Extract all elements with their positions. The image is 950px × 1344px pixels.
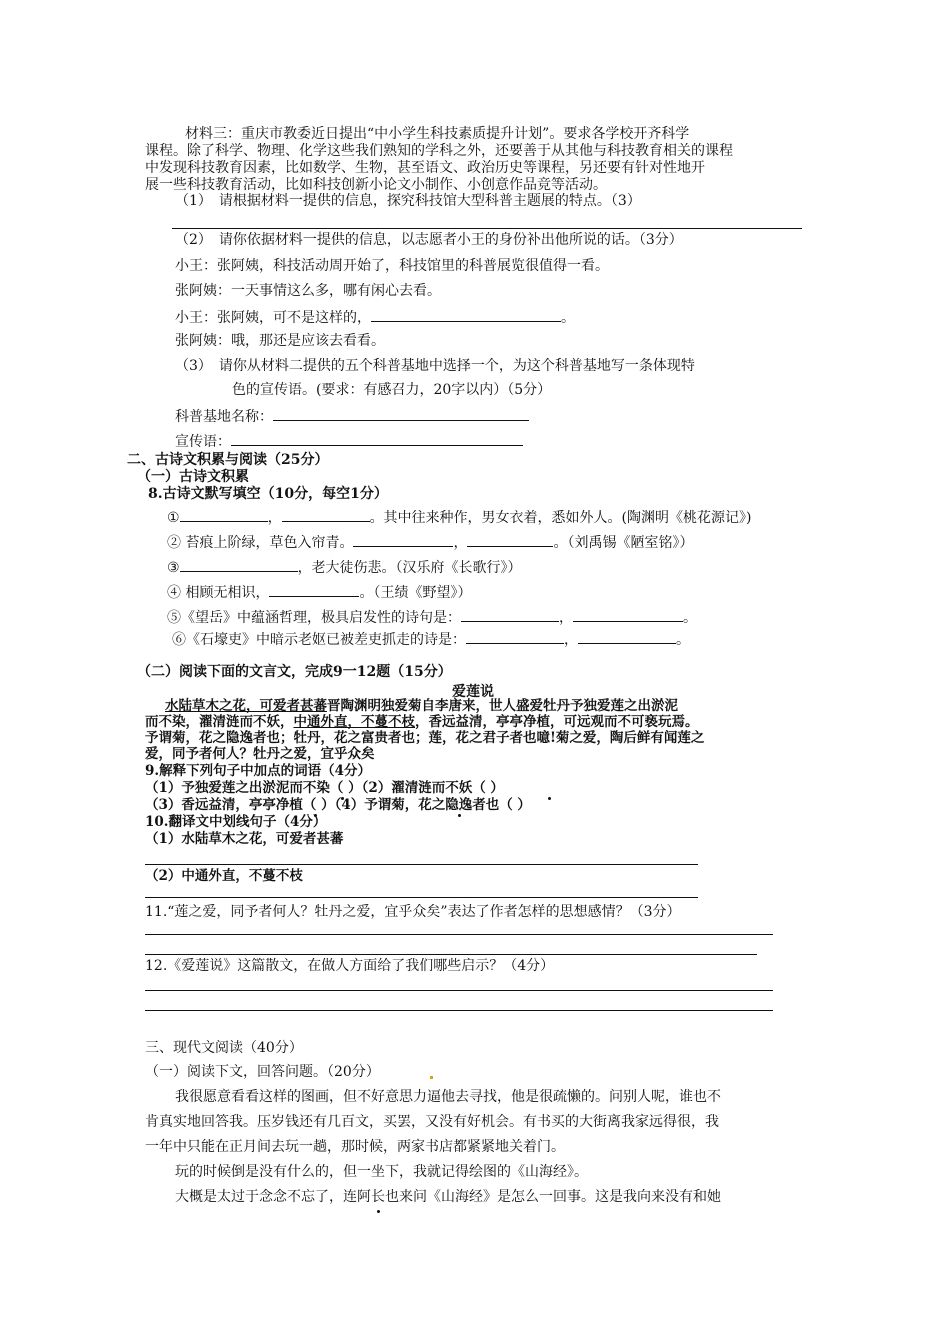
q3-base-name-blank[interactable] <box>273 407 529 421</box>
material3-line3: 中发现科技教育因素，比如数学、生物，甚至语文、政治历史等课程，另还要有针对性地开 <box>145 160 705 176</box>
q3-prompt-1: （3） 请你从材料二提供的五个科普基地中选择一个，为这个科普基地写一条体现特 <box>175 358 695 374</box>
poem-fill-5: ⑤《望岳》中蕴涵哲理，极具启发性的诗句是： ， 。 <box>167 610 697 626</box>
prose-p1-line1: 我很愿意看看这样的图画，但不好意思力逼他去寻找，他是很疏懒的。问别人呢，谁也不 <box>175 1089 721 1105</box>
material3-line2: 课程。除了科学、物理、化学这些我们熟知的学科之外，还要善于从其他与科技教育相关的课程 <box>145 143 733 159</box>
prose-p3: 大概是太过于念念不忘了，连阿长也来问《山海经》是怎么一回事。这是我向来没有和她 <box>175 1189 721 1205</box>
poem-1-blank-b[interactable] <box>282 508 370 522</box>
q2-dialog-3: 小王：张阿姨，可不是这样的， 。 <box>175 310 575 326</box>
poem-fill-2: ② 苔痕上阶绿，草色入帘青。 ， 。（刘禹锡《陋室铭》） <box>167 535 694 551</box>
poem-fill-4: ④ 相顾无相识， 。（王绩《野望》） <box>167 585 472 601</box>
q3-slogan: 宣传语： <box>175 432 523 451</box>
underlined-sentence-1: 水陆草木之花，可爱者甚蕃 <box>165 698 327 714</box>
reading-line-4: 爱，同予者何人？牡丹之爱，宜乎众矣 <box>145 746 375 762</box>
reading-heading: （二）阅读下面的文言文，完成9一12题（15分） <box>137 664 452 680</box>
q12-answer-line-2[interactable] <box>145 1010 773 1011</box>
prose-p2: 玩的时候倒是没有什么的，但一坐下，我就记得绘图的《山海经》。 <box>175 1164 588 1180</box>
poem-2-blank-b[interactable] <box>467 533 553 547</box>
poem-1-blank-a[interactable] <box>180 508 268 522</box>
q10-answer-line-1[interactable] <box>145 864 698 865</box>
poem-6-blank-b[interactable] <box>578 630 676 644</box>
prose-p1-line3: 一年中只能在正月间去玩一趟，那时候，两家书店都紧紧地关着门。 <box>145 1139 565 1155</box>
underlined-sentence-2: 中通外直，不蔓不枝 <box>293 714 415 730</box>
q2-dialog-3-text: 小王：张阿姨，可不是这样的， <box>175 310 371 326</box>
orange-mark <box>430 1076 433 1079</box>
material3-line4: 展一些科技教育活动，比如科技创新小论文小制作、小创意作品竞等活动。 <box>145 177 607 193</box>
poem-4-blank[interactable] <box>269 583 359 597</box>
q2-prompt: （2） 请你依据材料一提供的信息，以志愿者小王的身份补出他所说的话。（3分） <box>175 232 683 248</box>
q2-dialog-1: 小王：张阿姨，科技活动周开始了，科技馆里的科普展览很值得一看。 <box>175 258 609 274</box>
q9-items-1: （1）予独爱莲之出淤泥而不染（ ）（2）濯清涟而不妖（ ） <box>145 780 504 796</box>
section3-sub1: （一）阅读下文，回答问题。（20分） <box>145 1064 380 1080</box>
q10-item-2: （2）中通外直，不蔓不枝 <box>145 868 303 884</box>
section2-sub1: （一）古诗文积累 <box>137 469 249 485</box>
q3-base-name: 科普基地名称： <box>175 407 529 426</box>
section3-heading: 三、现代文阅读（40分） <box>145 1040 303 1056</box>
q10-item-1: （1）水陆草木之花，可爱者甚蕃 <box>145 831 344 847</box>
poem-fill-1: ① ， 。其中往来种作，男女衣着，悉如外人。(陶渊明《桃花源记》) <box>167 510 752 526</box>
reading-line-3: 予谓菊，花之隐逸者也；牡丹，花之富贵者也；莲，花之君子者也噫!菊之爱，陶后鲜有闻莲之 <box>145 730 705 746</box>
q9-items-2: （3）香远益清，亭亭净植（ ）（4）予谓菊，花之隐逸者也（ ） <box>145 797 531 813</box>
q8-heading: 8.古诗文默写填空（10分，每空1分） <box>148 486 388 502</box>
q12-prompt: 12.《爱莲说》这篇散文，在做人方面给了我们哪些启示？（4分） <box>145 958 555 974</box>
q3-prompt-2: 色的宣传语。(要求：有感召力，20字以内）（5分） <box>232 382 552 398</box>
poem-2-blank-a[interactable] <box>353 533 453 547</box>
q3-slogan-blank[interactable] <box>231 432 523 446</box>
q9-heading: 9.解释下列句子中加点的词语（4分） <box>145 763 371 779</box>
reading-line-2: 而不染，濯清涟而不妖，中通外直，不蔓不枝，香远益清，亭亭净植，可远观而不可亵玩焉。 <box>145 714 699 730</box>
poem-3-blank[interactable] <box>180 558 298 572</box>
reading-line-1: 水陆草木之花，可爱者甚蕃晋陶渊明独爱菊自李唐来，世人盛爱牡丹予独爱莲之出淤泥 <box>165 698 678 714</box>
emphasis-dot <box>548 797 551 800</box>
emphasis-dot <box>458 814 461 817</box>
poem-6-blank-a[interactable] <box>466 630 564 644</box>
poem-fill-6: ⑥《石壕吏》中暗示老妪已被差吏抓走的诗是： ， 。 <box>172 632 690 648</box>
q10-answer-line-2[interactable] <box>145 897 698 898</box>
q10-heading: 10.翻译文中划线句子（4分） <box>145 814 327 830</box>
poem-fill-3: ③ ，老大徒伤悲。（汉乐府《长歌行》） <box>167 560 522 576</box>
q11-prompt: 11.“莲之爱，同予者何人？牡丹之爱，宜乎众矣”表达了作者怎样的思想感情？（3分） <box>145 904 681 920</box>
material3-line1: 材料三：重庆市教委近日提出“中小学生科技素质提升计划”。要求各学校开齐科学 <box>185 126 690 142</box>
q11-answer-line-2[interactable] <box>145 954 757 955</box>
q2-dialog-2: 张阿姨：一天事情这么多，哪有闲心去看。 <box>175 283 441 299</box>
q2-answer-blank[interactable] <box>371 308 561 322</box>
q1-prompt: （1） 请根据材料一提供的信息，探究科技馆大型科普主题展的特点。（3） <box>175 193 641 209</box>
reading-title: 爱莲说 <box>452 684 494 700</box>
q12-answer-line-1[interactable] <box>145 990 773 991</box>
poem-5-blank-b[interactable] <box>573 608 683 622</box>
q1-answer-line[interactable] <box>172 228 802 229</box>
q11-answer-line-1[interactable] <box>145 934 773 935</box>
prose-p1-line2: 肯真实地回答我。压岁钱还有几百文，买罢，又没有好机会。有书买的大街离我家远得很，我 <box>145 1114 719 1130</box>
section2-heading: 二、古诗文积累与阅读（25分） <box>127 452 329 468</box>
q2-dialog-4: 张阿姨：哦，那还是应该去看看。 <box>175 333 385 349</box>
emphasis-dot <box>377 1210 380 1213</box>
poem-5-blank-a[interactable] <box>461 608 559 622</box>
